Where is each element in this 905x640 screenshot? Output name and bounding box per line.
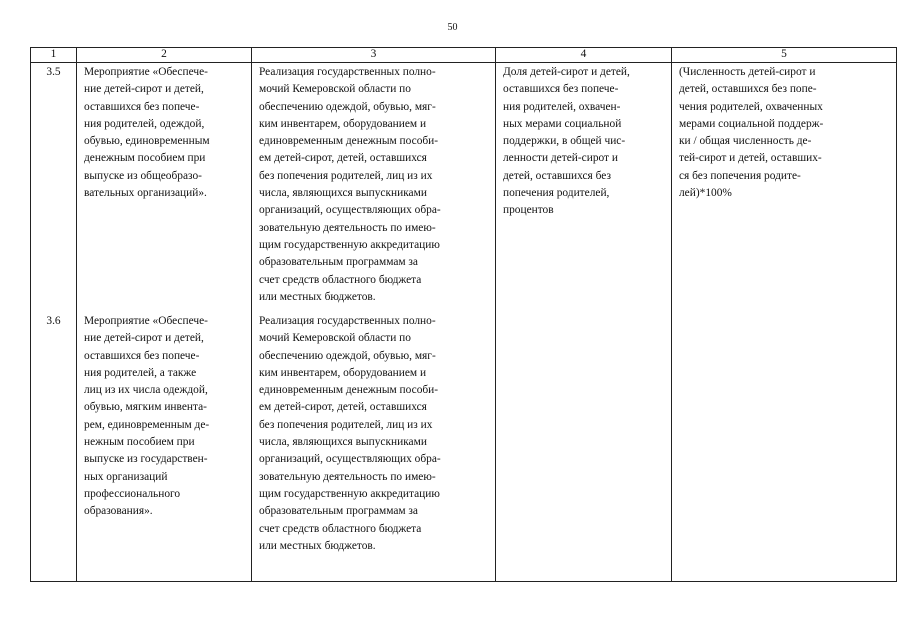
table-row [31,63,897,314]
column-header-4: 4 [496,48,672,63]
indicator-text: Доля детей-сирот и детей, оставшихся без попече- ния родителей, охвачен- ных мерами социальной поддержки, в общей чис- ленности детей-сирот и детей, оставшихся без попечения родителей, процентов [503,66,630,217]
formula-cell [672,313,897,582]
event-text: Мероприятие «Обеспече- ние детей-сирот и детей, оставшихся без попече- ния родителей, одеждой, обувью, единовременным денежным пособием при выпуске из общеобразо- вательных организаций». [84,66,210,200]
event-cell [77,63,252,314]
row-number: 3.6 [46,315,61,327]
formula-text: (Численность детей-сирот и детей, оставшихся без попе- чения родителей, охваченных мерами социальной поддерж- ки / общая численность де- тей-сирот и детей, оставших- ся без попечения родите- лей)*100% [679,66,824,200]
description-cell [252,63,496,314]
row-number: 3.5 [46,66,61,78]
column-header-2: 2 [77,48,252,63]
row-number-cell [31,63,77,314]
row-number-cell [31,313,77,582]
page-number: 50 [447,22,458,33]
formula-cell [672,63,897,314]
column-header-5: 5 [672,48,897,63]
description-cell [252,313,496,582]
column-header-3: 3 [252,48,496,63]
description-text: Реализация государственных полно- мочий Кемеровской области по обеспечению одеждой, обувью, мяг- ким инвентарем, оборудованием и единовременным денежным пособи- ем детей-сирот, детей, оставшихся без попечения родителей, лиц из их числа, являющихся выпускниками организаций, осуществляющих обра- зовательную деятельность по имею- щим государственную аккредитацию образовательным программам за счет средств областного бюджета или местных бюджетов. [259,315,441,552]
indicator-cell [496,63,672,314]
event-text: Мероприятие «Обеспече- ние детей-сирот и детей, оставшихся без попече- ния родителей, а также лиц из их числа одеждой, обувью, мягким инвента- рем, единовременным де- нежным пособием при выпуске из государствен- ных организаций профессионального образования». [84,315,210,518]
table-row [31,313,897,582]
event-cell [77,313,252,582]
indicator-cell [496,313,672,582]
column-header-1: 1 [31,48,77,63]
description-text: Реализация государственных полно- мочий Кемеровской области по обеспечению одеждой, обувью, мяг- ким инвентарем, оборудованием и единовременным денежным пособи- ем детей-сирот, детей, оставшихся без попечения родителей, лиц из их числа, являющихся выпускниками организаций, осуществляющих обра- зовательную деятельность по имею- щим государственную аккредитацию образовательным программам за счет средств областного бюджета или местных бюджетов. [259,66,441,303]
table-header-row [31,48,897,63]
measures-table [30,47,897,582]
